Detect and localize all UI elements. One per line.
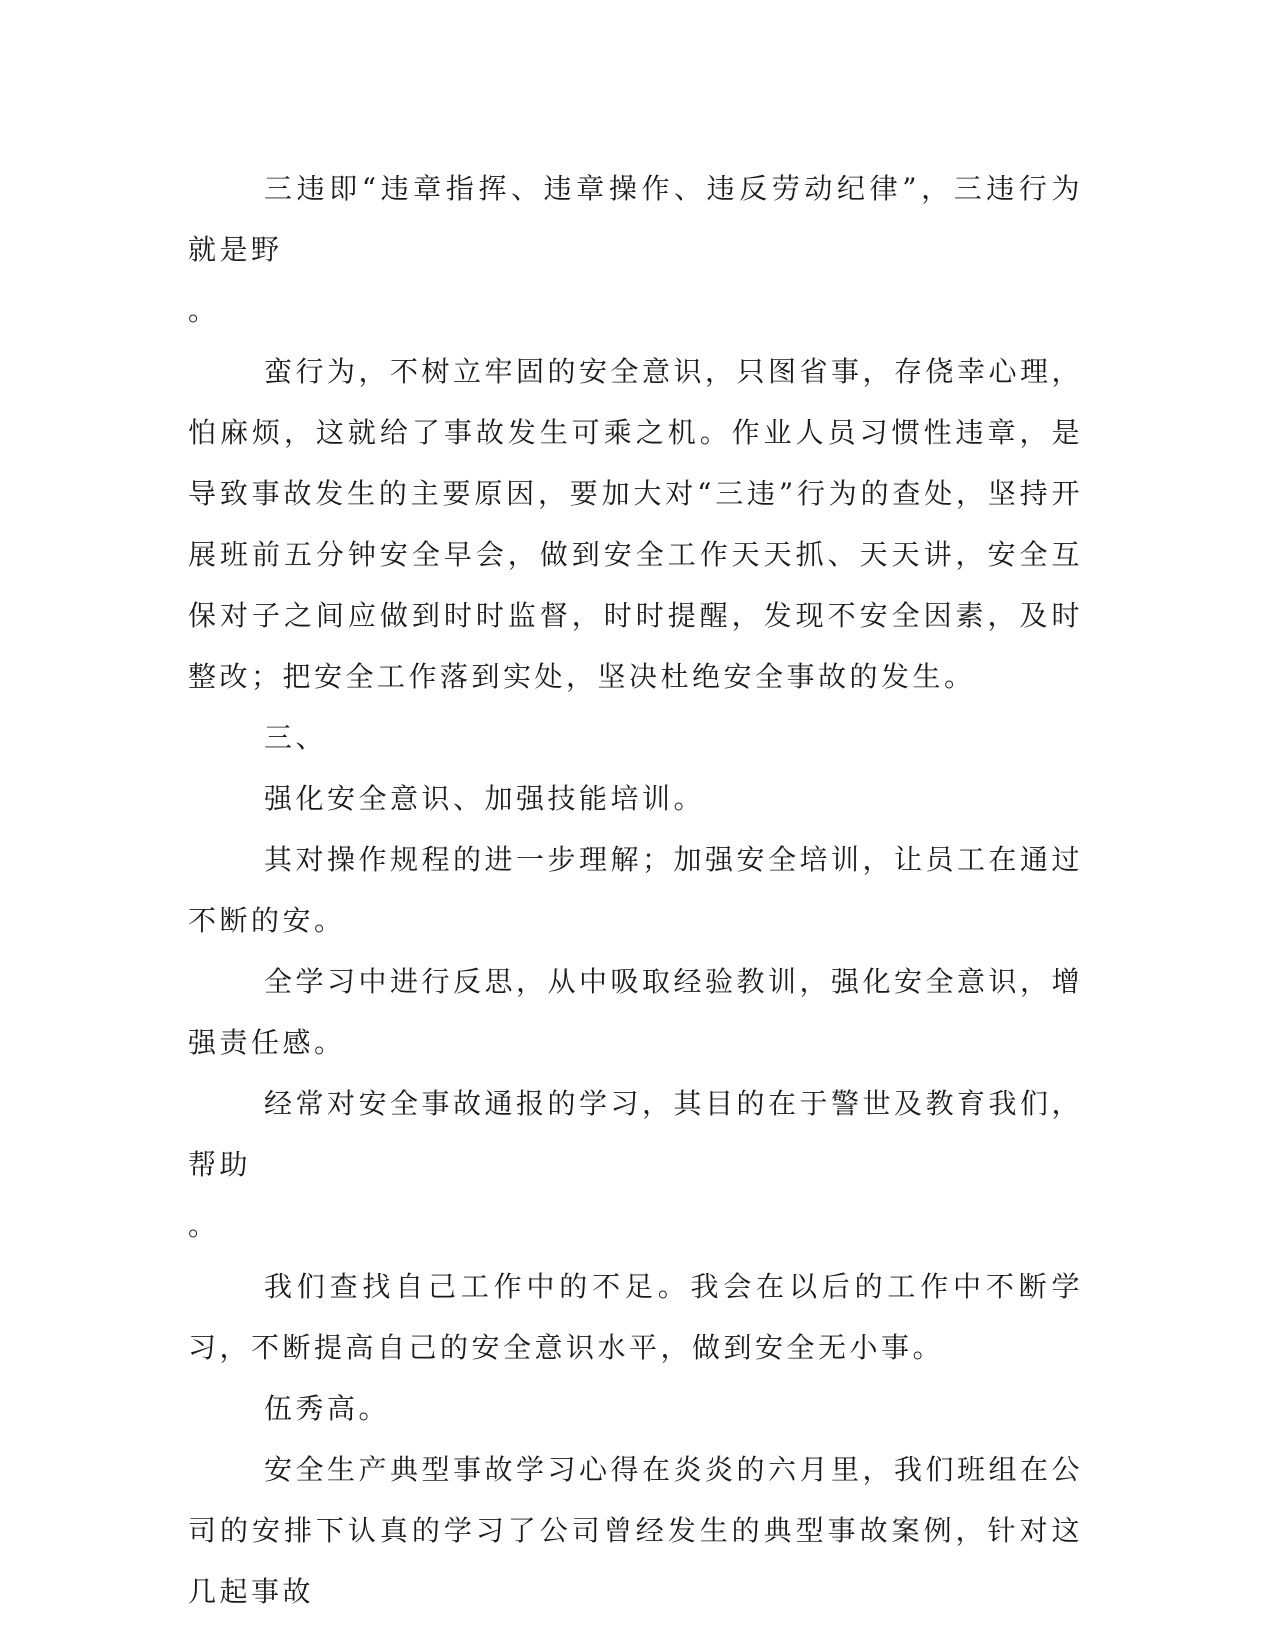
paragraph-7: 全学习中进行反思，从中吸取经验教训，强化安全意识，增强责任感。	[188, 965, 1084, 1059]
paragraph-9: 。	[188, 1209, 220, 1242]
paragraph-1: 三违即“违章指挥、违章操作、违反劳动纪律”，三违行为就是野	[188, 172, 1083, 266]
author-name: 伍秀高。	[264, 1392, 391, 1425]
paragraph-10: 我们查找自己工作中的不足。我会在以后的工作中不断学习，不断提高自己的安全意识水平，做到安全无小事。	[188, 1270, 1083, 1364]
paragraph-12: 安全生产典型事故学习心得在炎炎的六月里，我们班组在公司的安排下认真的学习了公司曾经发生的典型事故案例，针对这几起事故	[188, 1453, 1084, 1608]
section-number: 三、	[264, 721, 328, 754]
paragraph-8: 经常对安全事故通报的学习，其目的在于警世及教育我们，帮助	[188, 1087, 1084, 1181]
paragraph-3: 蛮行为，不树立牢固的安全意识，只图省事，存侥幸心理，怕麻烦，这就给了事故发生可乘之机。作业人员习惯性违章，是导致事故发生的主要原因，要加大对“三违”行为的查处，坚持开展班前五分钟安全早会，做到安全工作天天抓、天天讲，安全互保对子之间应做到时时监督，时时提醒，发现不安全因素，及时整改；把安全工作落到实处，坚决杜绝安全事故的发生。	[188, 355, 1084, 693]
section-heading: 强化安全意识、加强技能培训。	[264, 782, 706, 815]
paragraph-2: 。	[188, 294, 220, 327]
paragraph-6: 其对操作规程的进一步理解；加强安全培训，让员工在通过不断的安。	[188, 843, 1084, 937]
document-body	[188, 158, 1083, 1622]
